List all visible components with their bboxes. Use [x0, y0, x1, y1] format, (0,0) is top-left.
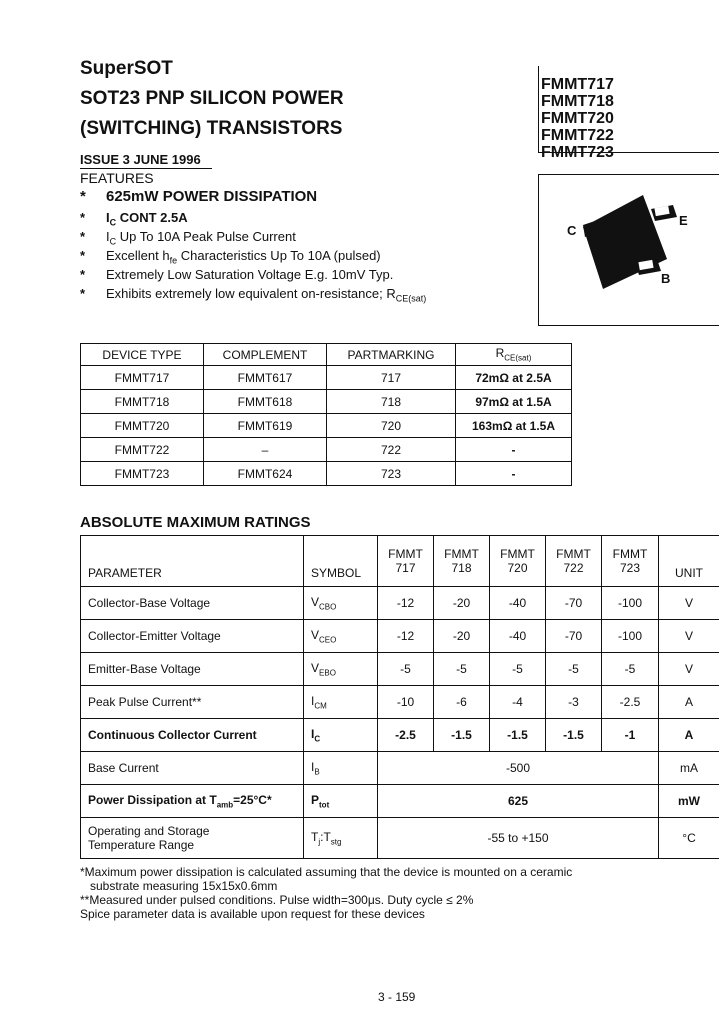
page-number: 3 - 159 [378, 990, 416, 1004]
table-row: Operating and Storage Temperature Range $T_j:T_{stg}$ -55 to +150 °C [81, 818, 720, 859]
col-device: FMMT 723 [602, 536, 659, 587]
ratings-heading: ABSOLUTE MAXIMUM RATINGS [80, 514, 311, 531]
table-row: Collector-Emitter Voltage $V_{CEO}$ -12 -20 -40 -70 -100 V [81, 620, 720, 653]
table-row: FMMT723 FMMT624 723 - [81, 462, 572, 486]
pin-label-c: C [567, 223, 577, 238]
part-number-list [541, 76, 720, 161]
table-row: Collector-Base Voltage $V_{CBO}$ -12 -20 -40 -70 -100 V [81, 587, 720, 620]
brand-title: SuperSOT [80, 58, 173, 79]
part-number: FMMT720 [541, 110, 614, 127]
col-device: FMMT 720 [490, 536, 546, 587]
features-heading: FEATURES [80, 170, 154, 186]
sot23-package-icon [539, 175, 719, 325]
footnote: substrate measuring 15x15x0.6mm [90, 879, 278, 893]
table-row: FMMT717 FMMT617 717 72mΩ at 2.5A [81, 366, 572, 390]
feature-item: * Excellent $h_{fe}$ Characteristics Up To 10A (pulsed) [80, 248, 381, 266]
part-number: FMMT717 [541, 76, 614, 93]
table-row: Continuous Collector Current $I_C$ -2.5 -1.5 -1.5 -1.5 -1 A [81, 719, 720, 752]
table-row: FMMT720 FMMT619 720 163mΩ at 1.5A [81, 414, 572, 438]
col-symbol: SYMBOL [304, 536, 378, 587]
issue-date: ISSUE 3 JUNE 1996 [80, 152, 201, 167]
table-header-row [81, 344, 572, 366]
table-row: Peak Pulse Current** $I_{CM}$ -10 -6 -4 -3 -2.5 A [81, 686, 720, 719]
pin-label-e: E [679, 213, 688, 228]
footnote: Spice parameter data is available upon request for these devices [80, 907, 425, 921]
issue-underline [80, 168, 212, 169]
feature-item: * $I_C$ CONT 2.5A [80, 210, 188, 228]
feature-item: * Extremely Low Saturation Voltage E.g. 10mV Typ. [80, 267, 394, 282]
table-row: Base Current $I_B$ -500 mA [81, 752, 720, 785]
feature-item: * 625mW POWER DISSIPATION [80, 188, 318, 205]
col-device: FMMT 718 [434, 536, 490, 587]
footnote: *Maximum power dissipation is calculated assuming that the device is mounted on a ceramic [80, 865, 573, 879]
feature-item: * $I_C$ Up To 10A Peak Pulse Current [80, 229, 296, 247]
ratings-table [80, 535, 719, 859]
part-number: FMMT723 [541, 144, 614, 161]
col-device: FMMT 722 [546, 536, 602, 587]
col-partmarking: PARTMARKING [327, 344, 456, 366]
feature-item: * Exhibits extremely low equivalent on-resistance; $R_{CE(sat)}$ [80, 286, 427, 304]
table-header-row [81, 536, 720, 587]
col-device-type: DEVICE TYPE [81, 344, 204, 366]
table-row: FMMT722 – 722 - [81, 438, 572, 462]
col-parameter: PARAMETER [81, 536, 304, 587]
title-line-2: (SWITCHING) TRANSISTORS [80, 118, 343, 139]
part-number: FMMT722 [541, 127, 614, 144]
table-row: Emitter-Base Voltage $V_{EBO}$ -5 -5 -5 -5 -5 V [81, 653, 720, 686]
col-unit: UNIT [659, 536, 720, 587]
title-line-1: SOT23 PNP SILICON POWER [80, 88, 344, 109]
pin-label-b: B [661, 271, 671, 286]
device-table [80, 343, 572, 486]
part-number: FMMT718 [541, 93, 614, 110]
footnote: **Measured under pulsed conditions. Pulse width=300μs. Duty cycle ≤ 2% [80, 893, 474, 907]
col-complement: COMPLEMENT [204, 344, 327, 366]
footnotes [80, 865, 700, 921]
package-illustration-box [538, 174, 719, 326]
table-row: Power Dissipation at $T_{amb}=25^\circ C*$ $P_{tot}$ 625 mW [81, 785, 720, 818]
col-device: FMMT 717 [378, 536, 434, 587]
table-row: FMMT718 FMMT618 718 97mΩ at 1.5A [81, 390, 572, 414]
col-rce-sat: $R_{CE(sat)}$ [456, 344, 572, 366]
